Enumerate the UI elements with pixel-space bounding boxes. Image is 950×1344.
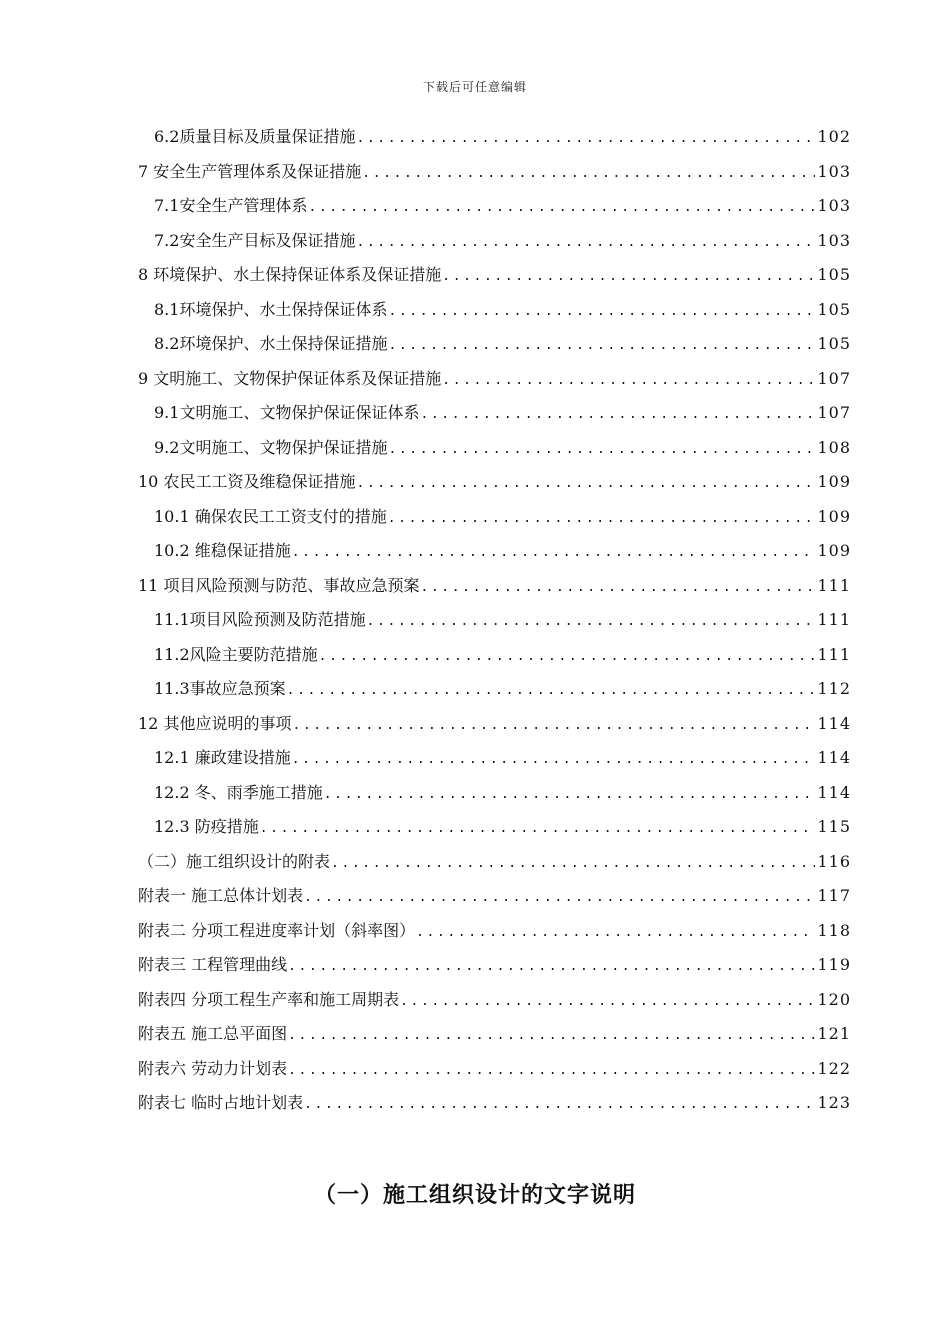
toc-entry-page-number: 121 [817,1024,851,1043]
toc-entry[interactable] [138,983,851,1018]
toc-entry[interactable] [138,776,851,811]
toc-entry-page-number: 102 [817,127,851,146]
toc-entry[interactable] [138,155,851,190]
toc-entry-page-number: 112 [817,679,851,698]
toc-entry-label: 7.2安全生产目标及保证措施 [154,230,356,250]
toc-entry-label: 8.2环境保护、水土保持保证措施 [154,334,388,353]
toc-entry-label: 12.3 防疫措施 [154,817,259,836]
toc-entry-label: 6.2质量目标及质量保证措施 [154,127,356,146]
toc-entry[interactable] [138,810,851,845]
toc-entry-label: 8 环境保护、水土保持保证体系及保证措施 [138,265,442,284]
section-title: （一）施工组织设计的文字说明 [313,1182,636,1208]
toc-dot-leader [330,847,815,880]
toc-entry[interactable] [138,1017,851,1052]
toc-entry-page-number: 103 [817,161,851,181]
toc-entry[interactable] [138,672,851,707]
toc-entry[interactable] [138,396,851,431]
toc-entry-page-number: 118 [817,920,851,940]
toc-entry[interactable] [138,189,851,224]
toc-entry-label: 11.2风险主要防范措施 [154,644,318,664]
toc-dot-leader [259,812,816,845]
toc-entry[interactable] [138,1052,851,1087]
toc-entry-label: 12.2 冬、雨季施工措施 [154,782,323,802]
toc-entry[interactable] [138,465,851,500]
toc-dot-leader [419,398,815,431]
toc-entry-label: 7.1安全生产管理体系 [154,196,308,215]
toc-entry[interactable] [138,1086,851,1121]
toc-entry-label: 9 文明施工、文物保护保证体系及保证措施 [138,368,442,388]
toc-entry-label: 7 安全生产管理体系及保证措施 [138,161,362,181]
toc-entry-label: 附表六 劳动力计划表 [138,1058,288,1078]
toc-entry-page-number: 114 [817,782,851,802]
toc-entry-page-number: 114 [817,713,851,733]
toc-dot-leader [286,674,816,707]
toc-entry[interactable] [138,362,851,397]
toc-dot-leader [303,881,815,914]
toc-entry-page-number: 107 [817,403,851,422]
toc-dot-leader [415,916,815,949]
toc-entry-label: 12.1 廉政建设措施 [154,748,291,767]
toc-entry[interactable] [138,224,851,259]
toc-dot-leader [291,709,815,742]
toc-dot-leader [399,985,815,1018]
toc-dot-leader [366,605,816,638]
toc-dot-leader [441,364,815,397]
toc-entry[interactable] [138,845,851,880]
toc-entry-label: 11.3事故应急预案 [154,679,286,698]
toc-entry-page-number: 107 [817,368,851,388]
toc-entry-label: 10 农民工工资及维稳保证措施 [138,472,356,491]
toc-dot-leader [291,536,816,569]
toc-entry-label: 9.1文明施工、文物保护保证保证体系 [154,403,420,422]
toc-entry[interactable] [138,879,851,914]
toc-entry[interactable] [138,293,851,328]
toc-entry-page-number: 108 [817,437,851,457]
toc-entry-label: 10.1 确保农民工工资支付的措施 [154,506,387,526]
toc-entry[interactable] [138,603,851,638]
toc-entry-page-number: 109 [817,506,851,526]
toc-dot-leader [355,122,815,155]
table-of-contents [138,120,851,1121]
toc-dot-leader [287,950,815,983]
toc-entry-page-number: 122 [817,1058,851,1078]
toc-entry-page-number: 116 [817,851,851,871]
toc-dot-leader [323,778,816,811]
toc-entry-page-number: 123 [817,1093,851,1112]
toc-dot-leader [361,157,815,190]
toc-entry-label: 附表四 分项工程生产率和施工周期表 [138,989,400,1009]
toc-dot-leader [291,743,816,776]
toc-entry-page-number: 111 [817,575,851,595]
toc-entry-label: （二）施工组织设计的附表 [138,851,331,871]
toc-entry[interactable] [138,638,851,673]
toc-entry-page-number: 105 [817,334,851,353]
toc-entry[interactable] [138,914,851,949]
toc-entry[interactable] [138,569,851,604]
toc-entry-label: 10.2 维稳保证措施 [154,541,291,560]
toc-dot-leader [318,640,816,673]
toc-entry-label: 附表三 工程管理曲线 [138,955,288,974]
toc-entry-page-number: 120 [817,989,851,1009]
toc-entry[interactable] [138,741,851,776]
toc-entry-label: 12 其他应说明的事项 [138,713,292,733]
toc-entry[interactable] [138,120,851,155]
toc-entry-label: 附表五 施工总平面图 [138,1024,288,1043]
toc-dot-leader [355,226,815,259]
toc-entry[interactable] [138,707,851,742]
toc-dot-leader [287,1019,815,1052]
toc-entry-label: 11 项目风险预测与防范、事故应急预案 [138,575,420,595]
toc-entry-page-number: 114 [817,748,851,767]
toc-entry-page-number: 105 [817,299,851,319]
toc-entry-page-number: 111 [817,610,851,629]
toc-entry-page-number: 117 [817,886,851,905]
header-note: 下载后可任意编辑 [422,80,527,94]
toc-entry-page-number: 109 [817,541,851,560]
toc-dot-leader [387,295,815,328]
toc-entry-label: 9.2文明施工、文物保护保证措施 [154,437,388,457]
toc-entry-page-number: 119 [817,955,851,974]
toc-entry[interactable] [138,258,851,293]
toc-dot-leader [419,571,815,604]
toc-entry-label: 11.1项目风险预测及防范措施 [154,610,366,629]
toc-entry[interactable] [138,534,851,569]
toc-entry-label: 附表七 临时占地计划表 [138,1093,304,1112]
toc-entry-label: 附表二 分项工程进度率计划（斜率图） [138,920,416,940]
toc-dot-leader [287,1054,815,1087]
toc-entry[interactable] [138,327,851,362]
toc-entry-page-number: 103 [817,196,851,215]
toc-entry-page-number: 105 [817,265,851,284]
toc-dot-leader [355,467,815,500]
toc-entry-page-number: 111 [817,644,851,664]
toc-dot-leader [441,260,815,293]
toc-dot-leader [303,1088,815,1121]
toc-entry[interactable] [138,431,851,466]
toc-dot-leader [387,502,816,535]
toc-entry-page-number: 103 [817,230,851,250]
toc-entry-page-number: 115 [817,817,851,836]
toc-entry[interactable] [138,500,851,535]
toc-dot-leader [307,191,815,224]
toc-entry-page-number: 109 [817,472,851,491]
toc-dot-leader [387,329,815,362]
toc-dot-leader [387,433,815,466]
toc-entry-label: 8.1环境保护、水土保持保证体系 [154,299,388,319]
toc-entry-label: 附表一 施工总体计划表 [138,886,304,905]
toc-entry[interactable] [138,948,851,983]
